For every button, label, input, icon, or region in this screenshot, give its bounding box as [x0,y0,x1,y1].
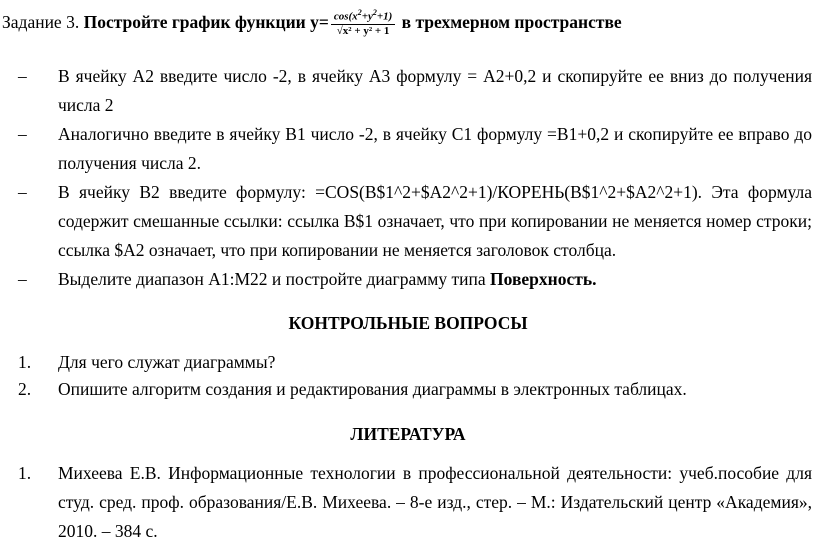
literature-heading: ЛИТЕРАТУРА [350,424,466,444]
question-text: Для чего служат диаграммы? [58,352,276,372]
step-item [0,120,816,178]
formula-denominator: √x² + y² + 1 [336,24,390,37]
literature-list [0,459,816,546]
question-number: 2. [18,379,32,399]
steps-list [0,62,816,294]
bullet-dash: – [18,182,27,202]
literature-text: Михеева Е.В. Информационные технологии в профессиональной деятельности: учеб.пособие для студ. сред. проф. образования/Е.В. Михеева. – 8-е изд., стер. – М.: Издательский центр «Академия», 2010. – 384 с. [58,463,812,541]
bullet-dash: – [18,66,27,86]
formula-exp-1: 2 [357,8,362,18]
formula-numerator-c: +1) [376,10,393,23]
task-title [2,7,622,40]
question-item [0,376,816,403]
question-number: 1. [18,352,32,372]
chart-type-name: Поверхность. [490,269,597,289]
task-prefix: Задание 3. [2,12,84,32]
literature-number: 1. [18,463,32,483]
step-text: В ячейку А2 введите число -2, в ячейку А3 формулу = А2+0,2 и скопируйте ее вниз до получения числа 2 [58,66,812,115]
step-text: Выделите диапазон A1:M22 и постройте диаграмму типа [58,269,491,289]
bullet-dash: – [18,269,27,289]
control-questions-heading: КОНТРОЛЬНЫЕ ВОПРОСЫ [288,313,528,333]
question-item [0,349,816,376]
literature-item [0,459,816,546]
step-text: В ячейку В2 введите формулу: =COS(B$1^2+$A2^2+1)/КОРЕНЬ(B$1^2+$A2^2+1). Эта формула содержит смешанные ссылки: ссылка B$1 означает, что при копировании не меняется номер строки; ссылка $A2 означает, что при копировании не меняется заголовок столбца. [58,182,812,260]
task-suffix: в трехмерном пространстве [397,12,622,32]
function-formula [331,6,395,38]
question-text: Опишите алгоритм создания и редактирования диаграммы в электронных таблицах. [58,379,687,399]
bullet-dash: – [18,124,27,144]
formula-numerator-b: +y [361,10,373,23]
task-instruction: Постройте график функции y= [83,12,329,32]
formula-numerator [331,6,395,25]
step-item [0,265,816,294]
formula-exp-2: 2 [372,8,377,18]
step-text: Аналогично введите в ячейку В1 число -2, в ячейку С1 формулу =В1+0,2 и скопируйте ее вправо до получения числа 2. [58,124,812,173]
formula-numerator-a: cos(x [333,10,358,23]
control-questions-list [0,349,816,403]
step-item [0,178,816,265]
step-item [0,62,816,120]
